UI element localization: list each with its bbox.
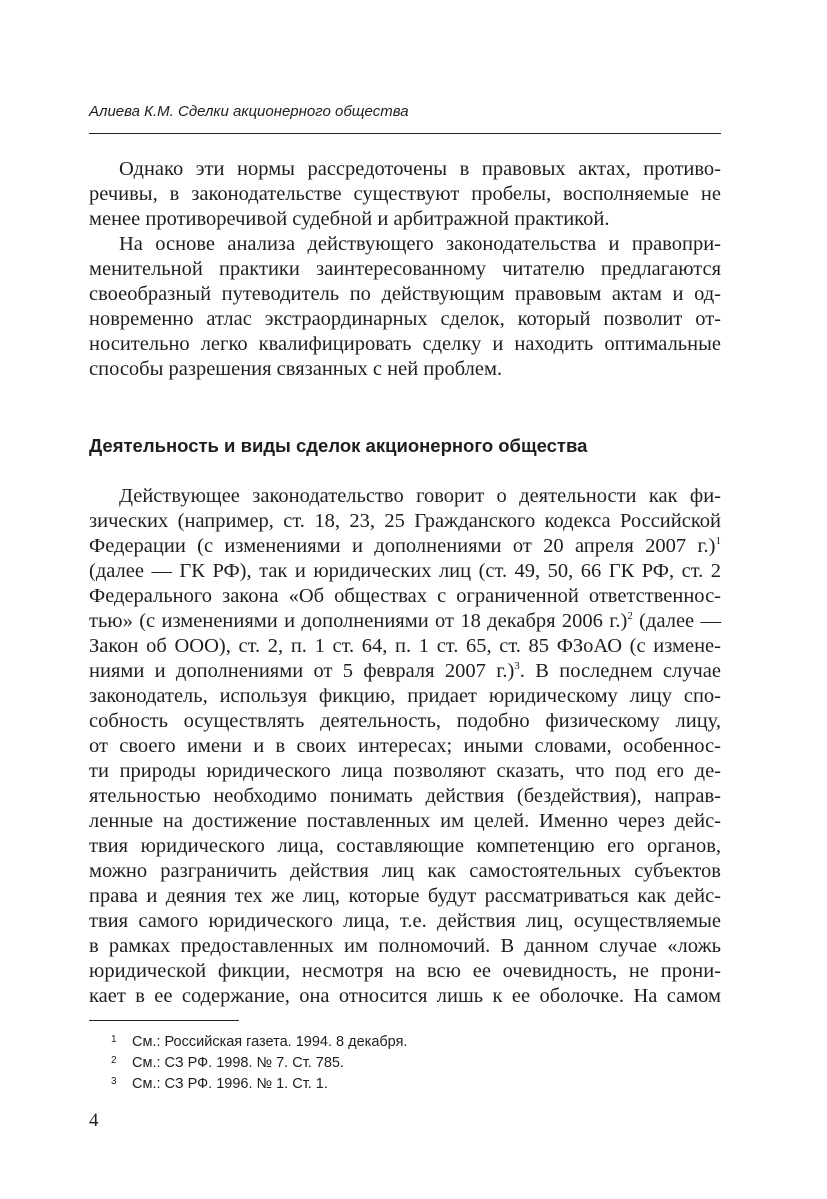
- text-line: Действующее законодательство говорит о деятельности как фи-: [119, 485, 721, 507]
- text-line: менее противоречивой судебной и арбитражной практикой.: [89, 208, 610, 230]
- footnote: [89, 1050, 721, 1071]
- page-number: 4: [89, 1110, 99, 1131]
- text-line: Однако эти нормы рассредоточены в правовых актах, противо-: [119, 158, 721, 180]
- text-line: ти природы юридического лица позволяют сказать, что под его де-: [89, 760, 721, 782]
- footnote-rule: [89, 1020, 239, 1021]
- intro-paragraphs: [89, 157, 721, 382]
- footnote-ref-2[interactable]: 2: [627, 610, 633, 622]
- text-line: менительной практики заинтересованному читателю предлагаются: [89, 258, 721, 280]
- footnote-number: 3: [111, 1076, 117, 1087]
- text-line: [89, 659, 721, 684]
- footnote-text: См.: СЗ РФ. 1996. № 1. Ст. 1.: [132, 1076, 328, 1092]
- text-line: юридической фикции, несмотря на всю ее очевидность, не прони-: [89, 960, 721, 982]
- text-segment: (далее —: [632, 610, 722, 632]
- header-rule: [89, 133, 721, 134]
- text-segment: ниями и дополнениями от 5 февраля 2007 г.): [89, 660, 515, 682]
- text-line: [89, 534, 721, 559]
- main-paragraph: [89, 484, 721, 1009]
- text-line: своеобразный путеводитель по действующим правовым актам и од-: [89, 283, 721, 305]
- text-line: ятельностью необходимо понимать действия (бездействия), направ-: [89, 785, 721, 807]
- text-line: (далее — ГК РФ), так и юридических лиц (ст. 49, 50, 66 ГК РФ, ст. 2: [89, 560, 721, 582]
- footnote: [89, 1071, 721, 1092]
- footnote-number: 1: [111, 1034, 117, 1045]
- text-line: собность осуществлять деятельность, подобно физическому лицу,: [89, 710, 721, 732]
- text-line: в рамках предоставленных им полномочий. В данном случае «ложь: [89, 935, 721, 957]
- footnote-ref-3[interactable]: 3: [514, 660, 520, 672]
- text-line: речивы, в законодательстве существуют пробелы, восполняемые не: [89, 183, 721, 205]
- text-segment: тью» (с изменениями и дополнениями от 18 декабря 2006 г.): [89, 610, 628, 632]
- text-line: ленные на достижение поставленных им целей. Именно через дейс-: [89, 810, 721, 832]
- text-line: Федерального закона «Об обществах с ограниченной ответственнос-: [89, 585, 721, 607]
- running-head: Алиева К.М. Сделки акционерного общества: [89, 103, 409, 120]
- text-line: новременно атлас экстраординарных сделок, который позволит от-: [89, 308, 721, 330]
- footnote-ref-1[interactable]: 1: [715, 535, 721, 547]
- footnote-number: 2: [111, 1055, 117, 1066]
- text-line: носительно легко квалифицировать сделку и находить оптимальные: [89, 333, 721, 355]
- text-line: от своего имени и в своих интересах; иными словами, особеннос-: [89, 735, 721, 757]
- text-line: зических (например, ст. 18, 23, 25 Гражданского кодекса Российской: [89, 510, 721, 532]
- text-segment: Федерации (с изменениями и дополнениями от 20 апреля 2007 г.): [89, 535, 716, 557]
- footnotes: [89, 1029, 721, 1092]
- text-line: кает в ее содержание, она относится лишь к ее оболочке. На самом: [89, 985, 721, 1007]
- text-line: Закон об ООО), ст. 2, п. 1 ст. 64, п. 1 ст. 65, ст. 85 ФЗоАО (с измене-: [89, 635, 721, 657]
- footnote-text: См.: СЗ РФ. 1998. № 7. Ст. 785.: [132, 1055, 345, 1071]
- text-line: можно разграничить действия лиц как самостоятельных субъектов: [89, 860, 721, 882]
- text-line: На основе анализа действующего законодательства и правопри-: [119, 233, 721, 255]
- text-line: законодатель, используя фикцию, придает юридическому лицу спо-: [89, 685, 721, 707]
- text-segment: . В последнем случае: [519, 660, 721, 682]
- footnote: [89, 1029, 721, 1050]
- footnote-text: См.: Российская газета. 1994. 8 декабря.: [132, 1034, 408, 1050]
- text-line: твия самого юридического лица, т.е. действия лиц, осуществляемые: [89, 910, 721, 932]
- text-line: права и деяния тех же лиц, которые будут рассматриваться как дейс-: [89, 885, 721, 907]
- text-line: [89, 609, 721, 634]
- text-line: твия юридического лица, составляющие компетенцию его органов,: [89, 835, 721, 857]
- section-heading: Деятельность и виды сделок акционерного общества: [89, 435, 588, 456]
- text-line: способы разрешения связанных с ней проблем.: [89, 358, 503, 380]
